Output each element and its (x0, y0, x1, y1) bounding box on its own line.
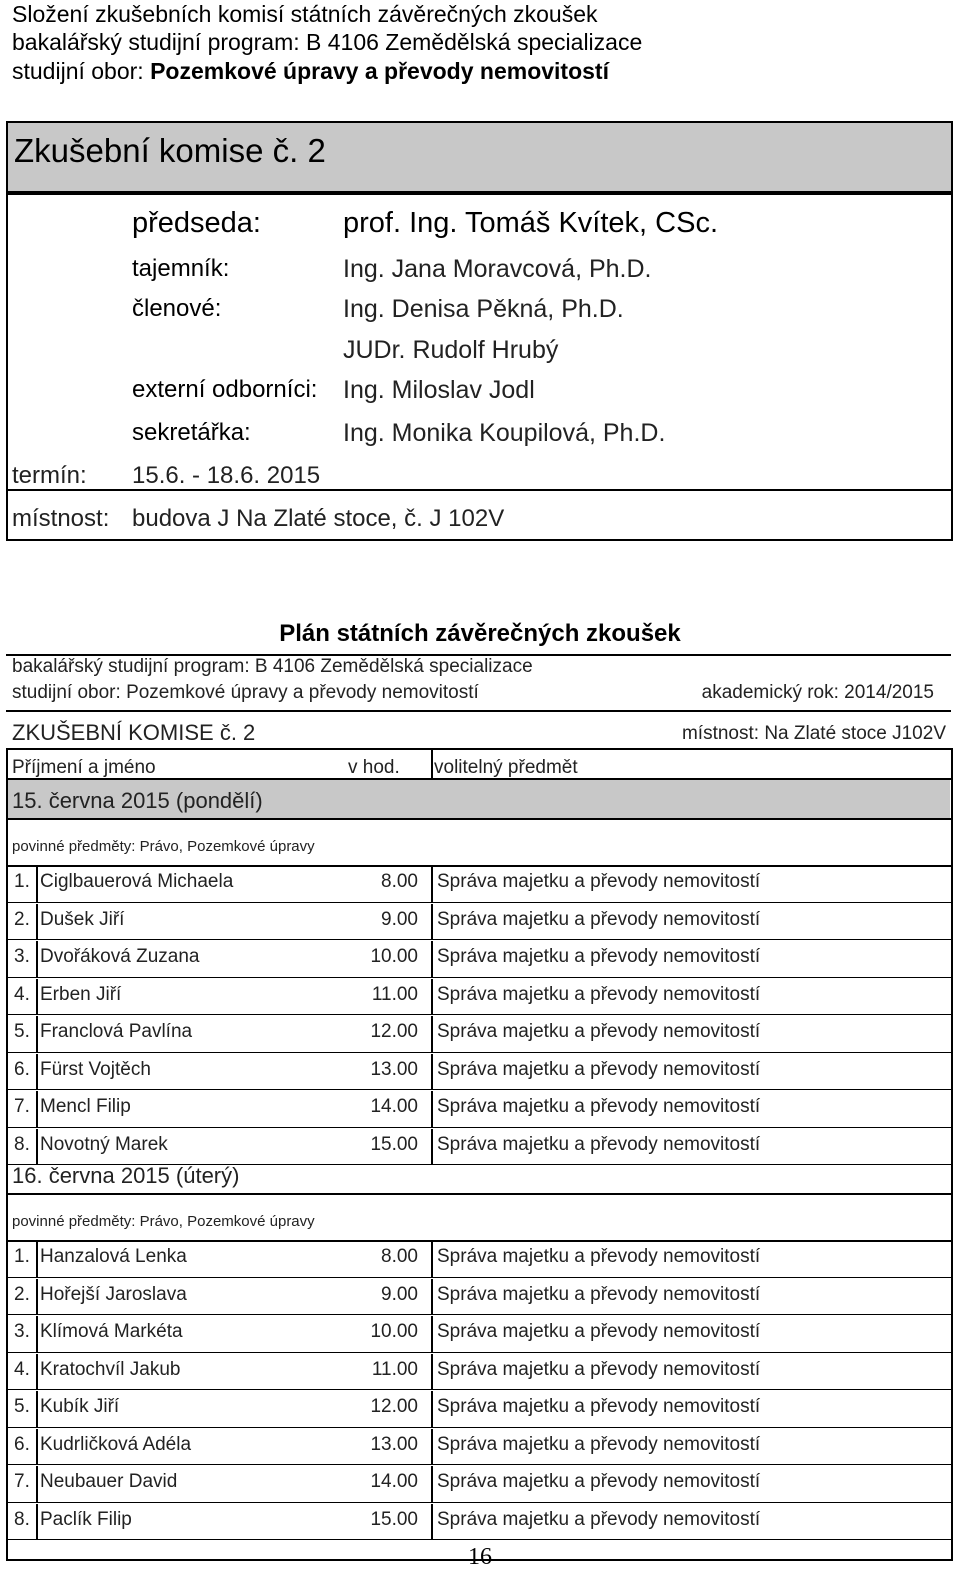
elective-subject: Správa majetku a převody nemovitostí (437, 1283, 761, 1305)
student-name: Erben Jiří (40, 983, 122, 1005)
member-name-1: Ing. Denisa Pěkná, Ph.D. (343, 295, 624, 323)
exam-time: 11.00 (371, 983, 418, 1005)
obligatory-subjects: povinné předměty: Právo, Pozemkové úpravy (12, 838, 315, 855)
row-number: 1. (14, 1246, 30, 1267)
cell-separator (431, 1054, 433, 1091)
cell-separator (36, 1279, 38, 1316)
row-rule (6, 1052, 951, 1053)
cell-separator (431, 904, 433, 941)
student-name: Hořejší Jaroslava (40, 1283, 187, 1305)
cell-separator (36, 979, 38, 1016)
elective-subject: Správa majetku a převody nemovitostí (437, 946, 761, 967)
secretary-label: tajemník: (132, 255, 230, 282)
student-name: Kudrličková Adéla (40, 1433, 192, 1455)
row-number: 8. (14, 1508, 30, 1530)
commission-label: ZKUŠEBNÍ KOMISE č. 2 (12, 720, 256, 745)
field-name: Pozemkové úpravy a převody nemovitostí (150, 58, 609, 84)
elective-subject: Správa majetku a převody nemovitostí (437, 1021, 761, 1042)
secretary-name: Ing. Jana Moravcová, Ph.D. (343, 255, 652, 283)
plan-room: místnost: Na Zlaté stoce J102V (681, 723, 946, 744)
cell-separator (431, 1316, 433, 1353)
plan-mid-rule (6, 710, 951, 712)
elective-subject: Správa majetku a převody nemovitostí (437, 983, 761, 1005)
cell-separator (431, 1129, 433, 1166)
obligatory-subjects: povinné předměty: Právo, Pozemkové úpravy (12, 1213, 315, 1230)
commission-title: Zkušební komise č. 2 (14, 132, 326, 169)
field-line (12, 57, 609, 86)
row-rule (6, 1014, 951, 1015)
cell-separator (431, 1466, 433, 1503)
plan-field: studijní obor: Pozemkové úpravy a převody nemovitostí (12, 682, 479, 703)
term-label: termín: (12, 462, 87, 489)
cell-separator (431, 1391, 433, 1428)
room-label: místnost: (12, 505, 110, 532)
row-number: 4. (14, 1358, 30, 1380)
elective-subject: Správa majetku a převody nemovitostí (437, 1433, 761, 1455)
cell-separator (36, 866, 38, 903)
exam-time: 13.00 (370, 1058, 418, 1080)
elective-subject: Správa majetku a převody nemovitostí (437, 1058, 761, 1080)
row-number: 5. (14, 1021, 30, 1042)
obligatory-rule (6, 1240, 951, 1242)
student-name: Ciglbauerová Michaela (40, 871, 234, 892)
day-rule (6, 1193, 951, 1195)
document-heading: Složení zkušebních komisí státních závěrečných zkoušek (12, 1, 598, 27)
elective-subject: Správa majetku a převody nemovitostí (437, 1508, 761, 1530)
elective-subject: Správa majetku a převody nemovitostí (437, 1396, 761, 1417)
exam-time: 8.00 (381, 871, 418, 892)
elective-subject: Správa majetku a převody nemovitostí (437, 1246, 761, 1267)
row-number: 3. (14, 1321, 30, 1342)
student-name: Fürst Vojtěch (40, 1058, 151, 1080)
elective-subject: Správa majetku a převody nemovitostí (437, 1471, 761, 1492)
row-number: 7. (14, 1096, 30, 1117)
elective-subject: Správa majetku a převody nemovitostí (437, 871, 761, 892)
row-rule (6, 1277, 951, 1278)
day-heading: 16. června 2015 (úterý) (12, 1163, 240, 1188)
cell-separator (36, 1241, 38, 1278)
room-value: budova J Na Zlaté stoce, č. J 102V (132, 505, 505, 532)
row-number: 7. (14, 1471, 30, 1492)
academic-year: akademický rok: 2014/2015 (701, 682, 934, 703)
cell-separator (36, 1316, 38, 1353)
cell-separator (36, 1354, 38, 1391)
row-number: 2. (14, 908, 30, 930)
column-header-name: Příjmení a jméno (12, 757, 156, 778)
cell-separator (36, 1504, 38, 1541)
elective-subject: Správa majetku a převody nemovitostí (437, 908, 761, 930)
row-rule (6, 1127, 951, 1128)
row-number: 5. (14, 1396, 30, 1417)
row-number: 2. (14, 1283, 30, 1305)
external-name: Ing. Miloslav Jodl (343, 376, 535, 404)
student-name: Neubauer David (40, 1471, 178, 1492)
members-label: členové: (132, 295, 222, 322)
student-name: Hanzalová Lenka (40, 1246, 187, 1267)
exam-time: 8.00 (381, 1246, 418, 1267)
exam-time: 14.00 (370, 1471, 418, 1492)
cell-separator (36, 1016, 38, 1053)
external-label: externí odborníci: (132, 376, 318, 403)
exam-time: 10.00 (370, 946, 418, 967)
cell-separator (431, 1504, 433, 1541)
row-rule (6, 1539, 951, 1540)
student-name: Dvořáková Zuzana (40, 946, 200, 967)
clerk-label: sekretářka: (132, 419, 251, 446)
elective-subject: Správa majetku a převody nemovitostí (437, 1358, 761, 1380)
row-rule (6, 902, 951, 903)
student-name: Dušek Jiří (40, 908, 125, 930)
cell-separator (431, 1354, 433, 1391)
column-header-time: v hod. (348, 757, 400, 778)
row-rule (6, 1464, 951, 1465)
cell-separator (431, 1091, 433, 1128)
column-header-subject: volitelný předmět (434, 757, 578, 778)
row-rule (6, 1427, 951, 1428)
row-number: 1. (14, 871, 30, 892)
exam-time: 13.00 (370, 1433, 418, 1455)
page-number: 16 (468, 1544, 492, 1570)
chair-name: prof. Ing. Tomáš Kvítek, CSc. (343, 207, 719, 239)
cell-separator (431, 1241, 433, 1278)
row-number: 6. (14, 1433, 30, 1455)
elective-subject: Správa majetku a převody nemovitostí (437, 1133, 761, 1155)
exam-time: 14.00 (370, 1096, 418, 1117)
elective-subject: Správa majetku a převody nemovitostí (437, 1321, 761, 1342)
cell-separator (36, 1466, 38, 1503)
term-value: 15.6. - 18.6. 2015 (132, 462, 321, 489)
exam-time: 12.00 (370, 1021, 418, 1042)
cell-separator (36, 1391, 38, 1428)
row-rule (6, 1389, 951, 1390)
cell-separator (431, 979, 433, 1016)
row-rule (6, 977, 951, 978)
cell-separator (36, 941, 38, 978)
program-line: bakalářský studijní program: B 4106 Zemědělská specializace (12, 29, 643, 55)
member-name-2: JUDr. Rudolf Hrubý (343, 336, 559, 364)
row-number: 4. (14, 983, 30, 1005)
header-separator (431, 750, 433, 779)
row-rule (6, 1502, 951, 1503)
plan-program: bakalářský studijní program: B 4106 Zemědělská specializace (12, 656, 533, 677)
student-name: Novotný Marek (40, 1133, 168, 1155)
row-number: 3. (14, 946, 30, 967)
exam-time: 9.00 (381, 908, 418, 930)
elective-subject: Správa majetku a převody nemovitostí (437, 1096, 761, 1117)
student-name: Paclík Filip (40, 1508, 132, 1530)
cell-separator (431, 1429, 433, 1466)
student-name: Franclová Pavlína (40, 1021, 193, 1042)
cell-separator (36, 1054, 38, 1091)
cell-separator (431, 1016, 433, 1053)
day-rule (6, 818, 951, 820)
cell-separator (431, 1279, 433, 1316)
exam-time: 11.00 (371, 1358, 418, 1380)
cell-separator (431, 866, 433, 903)
cell-separator (431, 941, 433, 978)
row-rule (6, 1314, 951, 1315)
row-rule (6, 939, 951, 940)
exam-time: 15.00 (370, 1133, 418, 1155)
student-name: Mencl Filip (40, 1096, 131, 1117)
clerk-name: Ing. Monika Koupilová, Ph.D. (343, 419, 666, 447)
day-heading: 15. června 2015 (pondělí) (12, 788, 263, 813)
chair-label: předseda: (132, 207, 261, 239)
exam-time: 10.00 (370, 1321, 418, 1342)
exam-time: 12.00 (370, 1396, 418, 1417)
student-name: Klímová Markéta (40, 1321, 183, 1342)
exam-time: 15.00 (370, 1508, 418, 1530)
student-name: Kratochvíl Jakub (40, 1358, 181, 1380)
field-prefix: studijní obor: (12, 58, 151, 84)
exam-time: 9.00 (381, 1283, 418, 1305)
row-number: 6. (14, 1058, 30, 1080)
student-name: Kubík Jiří (40, 1396, 120, 1417)
cell-separator (36, 904, 38, 941)
row-number: 8. (14, 1133, 30, 1155)
plan-title: Plán státních závěrečných zkoušek (279, 620, 681, 647)
row-rule (6, 1089, 951, 1090)
row-rule (6, 1352, 951, 1353)
cell-separator (36, 1129, 38, 1166)
obligatory-rule (6, 865, 951, 867)
cell-separator (36, 1091, 38, 1128)
cell-separator (36, 1429, 38, 1466)
